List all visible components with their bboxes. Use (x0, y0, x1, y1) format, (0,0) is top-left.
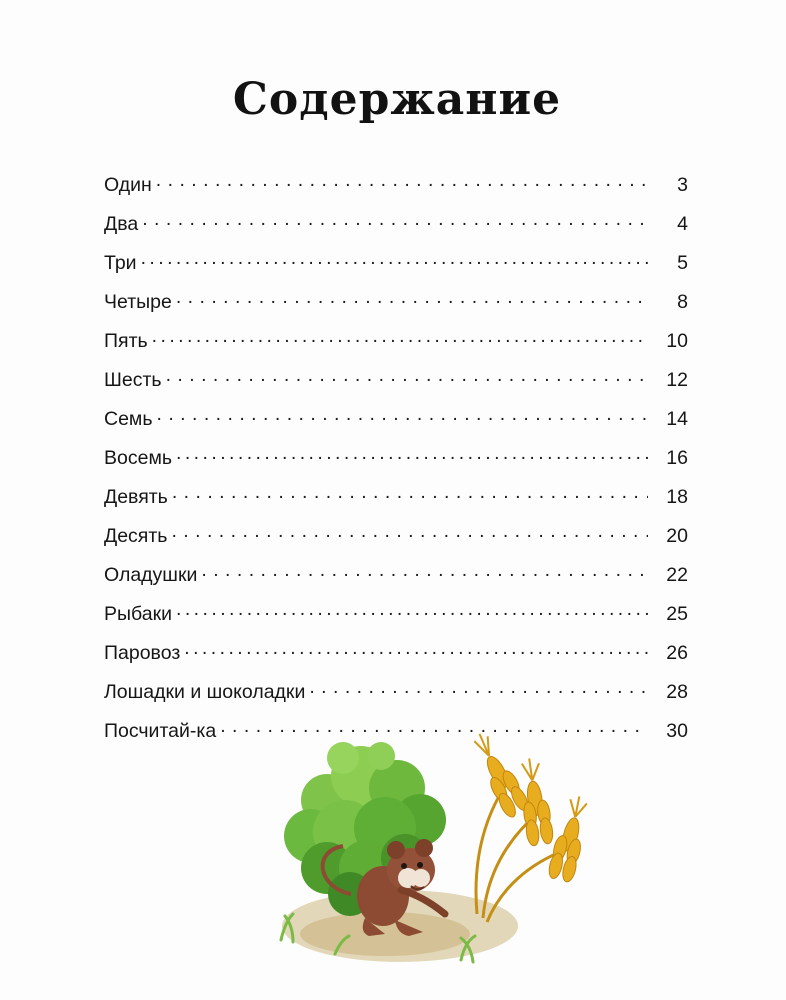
dot-leader (176, 288, 648, 308)
dot-leader (176, 444, 648, 464)
dot-leader (171, 522, 648, 542)
list-item[interactable] (104, 288, 688, 327)
toc-entry-page: 28 (666, 680, 688, 703)
dot-leader (176, 600, 648, 620)
dot-leader (142, 210, 648, 230)
dot-leader (184, 639, 648, 659)
list-item[interactable] (104, 483, 688, 522)
list-item[interactable] (104, 600, 688, 639)
toc-entry-page: 26 (666, 641, 688, 664)
toc-entry-label: Семь (104, 407, 153, 430)
toc-entry-label: Пять (104, 329, 148, 352)
toc-entry-page: 5 (677, 251, 688, 274)
toc-entry-label: Девять (104, 485, 168, 508)
dot-leader (141, 249, 648, 269)
toc-entry-label: Восемь (104, 446, 173, 469)
toc-entry-page: 8 (677, 290, 688, 313)
list-item[interactable] (104, 639, 688, 678)
dot-leader (166, 366, 648, 386)
list-item[interactable] (104, 249, 688, 288)
dot-leader (172, 483, 648, 503)
list-item[interactable] (104, 366, 688, 405)
toc-entry-page: 12 (666, 368, 688, 391)
list-item[interactable] (104, 522, 688, 561)
toc-entry-label: Паровоз (104, 641, 181, 664)
list-item[interactable] (104, 678, 688, 717)
toc-entry-label: Рыбаки (104, 602, 173, 625)
toc-entry-page: 16 (666, 446, 688, 469)
toc-entry-page: 25 (666, 602, 688, 625)
toc-entry-label: Шесть (104, 368, 162, 391)
toc-entry-label: Посчитай-ка (104, 719, 217, 742)
dot-leader (201, 561, 648, 581)
toc-entry-label: Один (104, 173, 152, 196)
list-item[interactable] (104, 171, 688, 210)
toc-entry-label: Два (104, 212, 139, 235)
toc-entry-page: 10 (666, 329, 688, 352)
list-item[interactable] (104, 327, 688, 366)
toc-entry-label: Лошадки и шоколадки (104, 680, 306, 703)
toc-entry-page: 14 (666, 407, 688, 430)
dot-leader (152, 327, 648, 347)
page-title: Содержание (232, 74, 562, 125)
mouse-carrying-wheat-illustration (215, 728, 615, 983)
toc-entry-label: Оладушки (104, 563, 198, 586)
dot-leader (157, 405, 649, 425)
toc-entry-label: Три (104, 251, 137, 274)
toc-entry-page: 4 (677, 212, 688, 235)
toc-entry-page: 20 (666, 524, 688, 547)
list-item[interactable] (104, 210, 688, 249)
toc-entry-page: 22 (666, 563, 688, 586)
toc-entry-label: Десять (104, 524, 168, 547)
toc-entry-page: 18 (666, 485, 688, 508)
list-item[interactable] (104, 561, 688, 600)
toc-entry-page: 3 (677, 173, 688, 196)
dot-leader (156, 171, 648, 191)
dot-leader (309, 678, 648, 698)
wheat-ears (466, 729, 593, 884)
list-item[interactable] (104, 444, 688, 483)
table-of-contents (104, 171, 688, 756)
toc-entry-page: 30 (666, 719, 688, 742)
toc-entry-label: Четыре (104, 290, 172, 313)
list-item[interactable] (104, 405, 688, 444)
